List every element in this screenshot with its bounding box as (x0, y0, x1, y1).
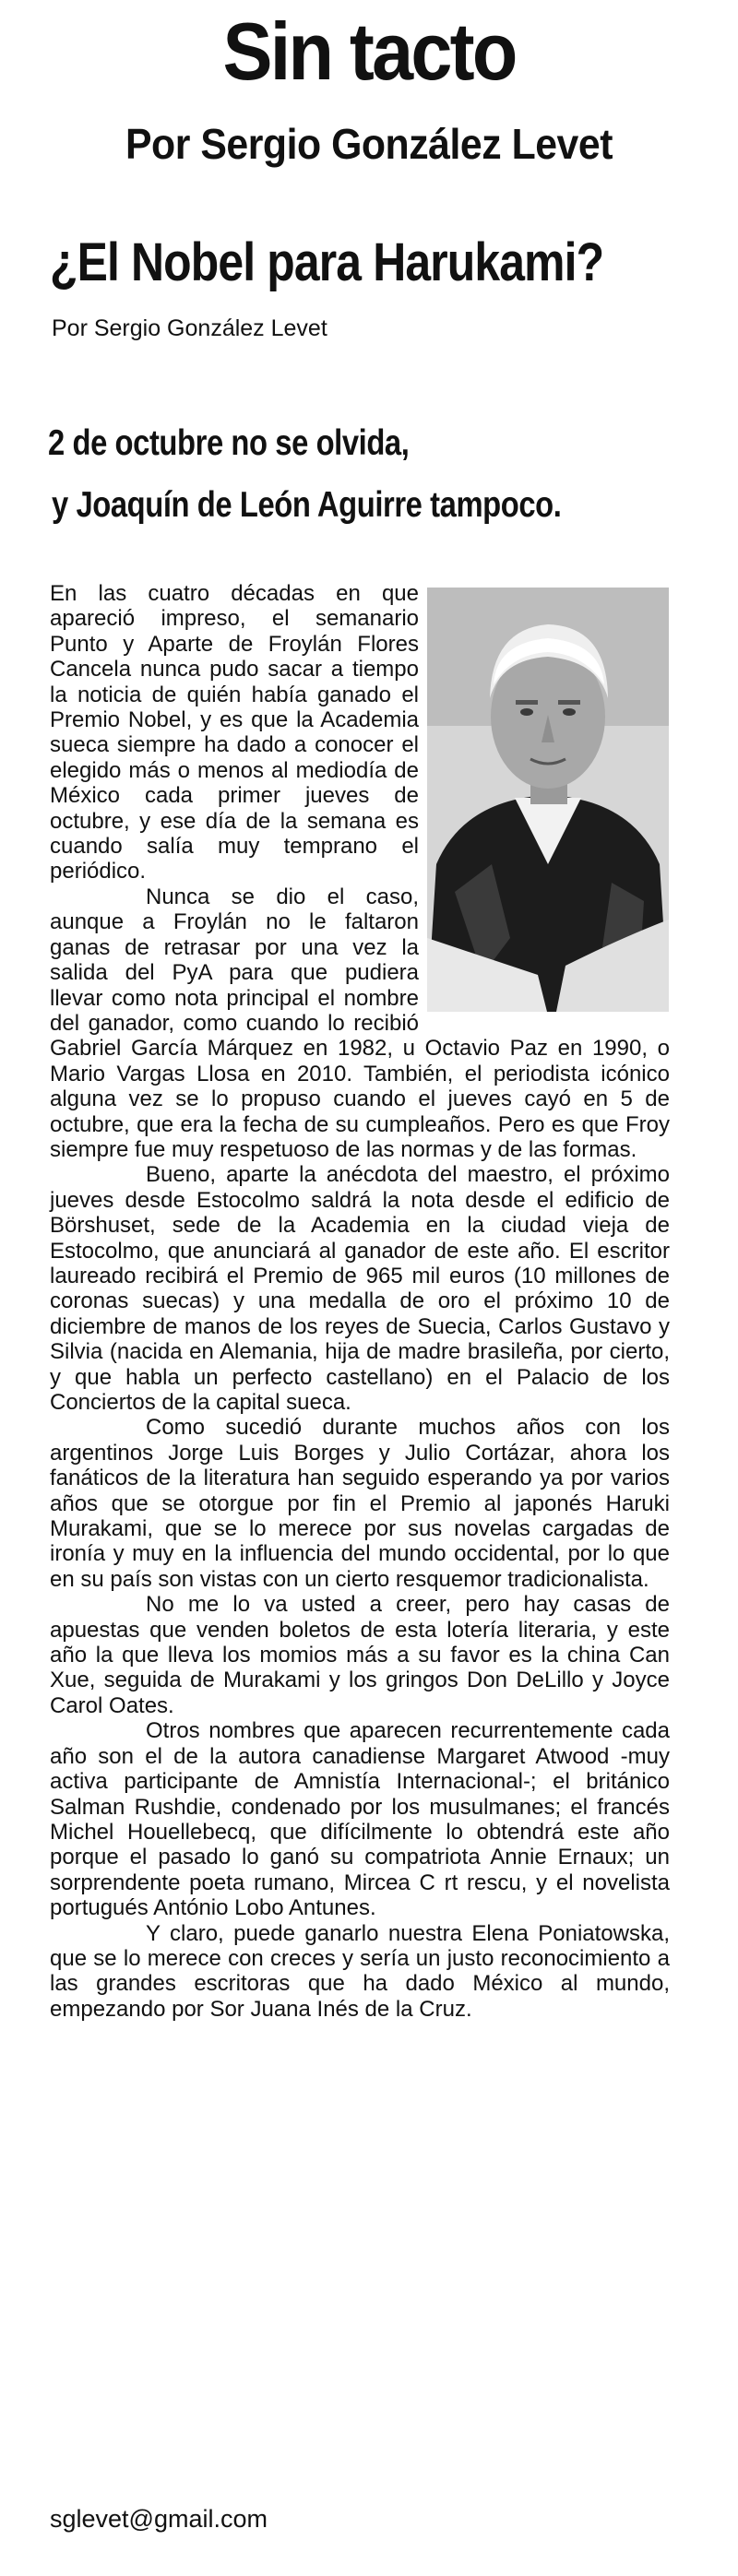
paragraph-2: Nunca se dio el caso, aunque a Froylán no le faltaron ganas de retrasar por una vez la salida del PyA para que pudiera llevar como nota principal el nombre del ganador, como cuando lo recibió Gabriel García Márquez en 1982, u Octavio Paz en 1990, o Mario Vargas Llosa en 2010. También, el periodista icónico alguna vez se lo propuso cuando el jueves cayó en 5 de octubre, que era la fecha de su cumpleaños. Pero es que Froy siempre fue muy respetuoso de las normas y de las formas. (50, 884, 670, 1162)
article-headline: ¿El Nobel para Harukami? (50, 232, 604, 292)
subheadline-line-1: 2 de octubre no se olvida, (48, 423, 410, 463)
paragraph-6: Otros nombres que aparecen recurrentemente cada año son el de la autora canadiense Margaret Atwood -muy activa participante de Amnistía Internacional-; el británico Salman Rushdie, condenado por los musulmanes; el francés Michel Houellebecq, que difícilmente lo obtendrá este año porque el pasado lo ganó su compatriota Annie Ernaux; un sorprendente poeta rumano, Mircea C rt rescu, y el novelista portugués António Lobo Antunes. (50, 1718, 670, 1921)
paragraph-4: Como sucedió durante muchos años con los argentinos Jorge Luis Borges y Julio Cortázar, ahora los fanáticos de la literatura han seguido esperando ya por varios años que se otorgue por fin el Premio al japonés Haruki Murakami, que se lo merece por sus novelas cargadas de ironía y muy en la influencia del mundo occidental, por lo que en su país son vistas con un cierto resquemor tradicionalista. (50, 1415, 670, 1592)
author-email: sglevet@gmail.com (50, 2505, 268, 2533)
column-byline: Por Sergio González Levet (125, 120, 613, 168)
paragraph-5: No me lo va usted a creer, pero hay casas de apuestas que venden boletos de esta lotería literaria, y este año la que lleva los momios más a su favor es la china Can Xue, seguida de Murakami y los gringos Don DeLillo y Joyce Carol Oates. (50, 1592, 670, 1718)
subheadline-line-2: y Joaquín de León Aguirre tampoco. (52, 485, 562, 525)
column-title: Sin tacto (222, 6, 516, 97)
paragraph-7: Y claro, puede ganarlo nuestra Elena Poniatowska, que se lo merece con creces y sería un justo reconocimiento a las grandes escritoras que ha dado México al mundo, empezando por Sor Juana Inés de la Cruz. (50, 1920, 670, 2022)
photo-spacer (419, 583, 670, 1024)
article-author: Por Sergio González Levet (52, 315, 327, 341)
article-body (50, 581, 670, 2022)
paragraph-1: En las cuatro décadas en que apareció impreso, el semanario Punto y Aparte de Froylán Flores Cancela nunca pudo sacar a tiempo la noticia de quién había ganado el Premio Nobel, y es que la Academia sueca siempre ha dado a conocer el elegido más o menos al mediodía de México cada primer jueves de octubre, y ese día de la semana es cuando salía muy temprano el periódico. (50, 581, 419, 884)
paragraph-3: Bueno, aparte la anécdota del maestro, el próximo jueves desde Estocolmo saldrá la nota desde el edificio de Börshuset, sede de la Academia en la ciudad vieja de Estocolmo, que anunciará al ganador de este año. El escritor laureado recibirá el Premio de 965 mil euros (10 millones de coronas suecas) y una medalla de oro el próximo 10 de diciembre de manos de los reyes de Suecia, Carlos Gustavo y Silvia (nacida en Alemania, hija de madre brasileña, por cierto, y que habla un perfecto castellano) en el Palacio de los Conciertos de la capital sueca. (50, 1162, 670, 1415)
